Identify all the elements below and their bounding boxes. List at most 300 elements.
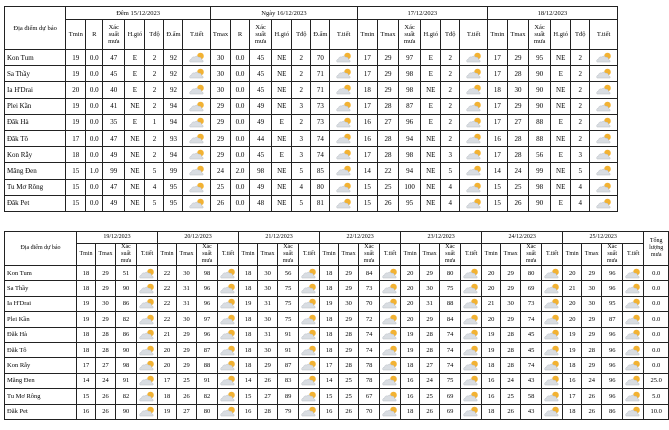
weather-cell	[460, 50, 488, 66]
weather-cell	[380, 312, 401, 327]
value-cell: 28	[501, 342, 521, 357]
value-cell: 18	[563, 404, 582, 419]
value-cell: 17	[487, 50, 507, 66]
sun-behind-cloud-icon	[219, 360, 237, 371]
sun-behind-cloud-icon	[465, 52, 483, 63]
weather-cell	[590, 179, 618, 195]
value-cell: 19	[77, 296, 96, 311]
value-cell: NE	[272, 195, 292, 211]
weather-cell	[380, 389, 401, 404]
weather-cell	[137, 373, 158, 388]
weather-cell	[137, 312, 158, 327]
value-cell: 93	[164, 130, 183, 146]
day-header: 18/12/2023	[487, 7, 617, 20]
value-cell: E	[421, 66, 441, 82]
weather-cell	[183, 195, 211, 211]
sun-behind-cloud-icon	[138, 314, 156, 325]
value-cell: 29	[96, 266, 116, 281]
sun-behind-cloud-icon	[462, 391, 480, 402]
value-cell: 19	[482, 327, 501, 342]
value-cell: 26	[501, 404, 521, 419]
value-cell: 98	[529, 179, 551, 195]
value-cell: 16	[357, 114, 377, 130]
weather-cell	[330, 82, 358, 98]
value-cell: 29	[177, 358, 197, 373]
sun-behind-cloud-icon	[219, 391, 237, 402]
value-cell: 96	[197, 327, 218, 342]
value-cell: 5	[571, 163, 590, 179]
value-cell: 2.0	[231, 163, 250, 179]
value-cell: 27	[420, 358, 440, 373]
table-row	[5, 82, 618, 98]
value-cell: 19	[66, 114, 86, 130]
weather-cell	[542, 342, 563, 357]
value-cell: 82	[116, 389, 137, 404]
value-cell: 29	[377, 82, 398, 98]
value-cell: NE	[551, 98, 571, 114]
sun-behind-cloud-icon	[188, 198, 206, 209]
value-cell: 17	[357, 66, 377, 82]
value-cell: 18	[482, 358, 501, 373]
location-header: Địa điểm dự báo	[5, 232, 77, 266]
value-cell: 2	[292, 82, 311, 98]
sun-behind-cloud-icon	[465, 149, 483, 160]
value-cell: 96	[197, 296, 218, 311]
value-cell: 28	[501, 358, 521, 373]
total-rain-cell: 0.0	[644, 312, 669, 327]
value-cell: 26	[258, 373, 278, 388]
sun-behind-cloud-icon	[335, 149, 353, 160]
column-header: H.gió	[272, 20, 292, 50]
value-cell: 20	[482, 281, 501, 296]
value-cell: 28	[96, 342, 116, 357]
value-cell: 74	[521, 358, 542, 373]
value-cell: 47	[103, 179, 125, 195]
value-cell: 0.0	[86, 179, 103, 195]
weather-cell	[137, 358, 158, 373]
sun-behind-cloud-icon	[219, 329, 237, 340]
value-cell: 18	[66, 147, 86, 163]
table-row	[5, 373, 669, 388]
value-cell: 29	[96, 281, 116, 296]
sun-behind-cloud-icon	[465, 182, 483, 193]
column-header: Đ.ẩm	[164, 20, 183, 50]
weather-cell	[137, 404, 158, 419]
value-cell: 24	[507, 163, 528, 179]
weather-cell	[218, 281, 239, 296]
weather-cell	[461, 281, 482, 296]
value-cell: 29	[420, 312, 440, 327]
location-name: Kon Rẫy	[5, 358, 77, 373]
value-cell: NE	[421, 130, 441, 146]
value-cell: 49	[103, 147, 125, 163]
value-cell: 45	[250, 82, 272, 98]
value-cell: 87	[278, 358, 299, 373]
value-cell: 24	[582, 373, 602, 388]
column-header: Tmax	[501, 244, 521, 266]
weather-cell	[380, 342, 401, 357]
sun-behind-cloud-icon	[462, 345, 480, 356]
value-cell: E	[421, 50, 441, 66]
value-cell: 16	[563, 373, 582, 388]
value-cell: 69	[440, 389, 461, 404]
column-header: T.tiết	[183, 20, 211, 50]
value-cell: 71	[311, 66, 330, 82]
weather-cell	[299, 373, 320, 388]
value-cell: 28	[420, 342, 440, 357]
value-cell: 0.0	[86, 195, 103, 211]
weather-cell	[330, 66, 358, 82]
value-cell: 26	[210, 195, 230, 211]
value-cell: 17	[357, 50, 377, 66]
value-cell: NE	[421, 82, 441, 98]
sun-behind-cloud-icon	[462, 360, 480, 371]
sun-behind-cloud-icon	[465, 68, 483, 79]
sun-behind-cloud-icon	[300, 391, 318, 402]
value-cell: 20	[66, 82, 86, 98]
value-cell: 1	[145, 114, 164, 130]
sun-behind-cloud-icon	[335, 101, 353, 112]
sun-behind-cloud-icon	[624, 298, 642, 309]
value-cell: 24	[96, 373, 116, 388]
sun-behind-cloud-icon	[138, 268, 156, 279]
value-cell: 95	[529, 50, 551, 66]
value-cell: 14	[487, 163, 507, 179]
weather-cell	[183, 50, 211, 66]
value-cell: 28	[507, 66, 528, 82]
weather-cell	[460, 66, 488, 82]
value-cell: 25	[501, 389, 521, 404]
value-cell: 4	[441, 179, 460, 195]
value-cell: 74	[440, 342, 461, 357]
value-cell: NE	[125, 179, 145, 195]
sun-behind-cloud-icon	[595, 52, 613, 63]
sun-behind-cloud-icon	[300, 345, 318, 356]
table-row	[5, 281, 669, 296]
value-cell: NE	[421, 179, 441, 195]
value-cell: 90	[529, 98, 551, 114]
value-cell: 91	[116, 373, 137, 388]
weather-cell	[460, 195, 488, 211]
sun-behind-cloud-icon	[595, 101, 613, 112]
sun-behind-cloud-icon	[138, 391, 156, 402]
total-rain-cell: 0.0	[644, 342, 669, 357]
value-cell: 28	[377, 98, 398, 114]
day-header: 19/12/2023	[77, 232, 158, 244]
value-cell: 2	[441, 66, 460, 82]
location-name: Kon Tum	[5, 50, 66, 66]
value-cell: 83	[278, 373, 299, 388]
value-cell: 49	[250, 114, 272, 130]
column-header: Tđộ	[292, 20, 311, 50]
sun-behind-cloud-icon	[595, 182, 613, 193]
value-cell: 25	[377, 179, 398, 195]
value-cell: 45	[521, 327, 542, 342]
weather-cell	[218, 389, 239, 404]
value-cell: 0.0	[86, 114, 103, 130]
value-cell: 29	[501, 312, 521, 327]
value-cell: 0.0	[86, 130, 103, 146]
value-cell: 45	[250, 66, 272, 82]
value-cell: 20	[401, 266, 420, 281]
value-cell: 20	[563, 296, 582, 311]
column-header: Tmax	[339, 244, 359, 266]
weather-cell	[299, 266, 320, 281]
value-cell: 30	[501, 296, 521, 311]
value-cell: 15	[320, 389, 339, 404]
sun-behind-cloud-icon	[138, 329, 156, 340]
sun-behind-cloud-icon	[543, 360, 561, 371]
value-cell: 20	[401, 296, 420, 311]
table-row	[5, 179, 618, 195]
value-cell: 28	[96, 327, 116, 342]
value-cell: 96	[602, 373, 623, 388]
weather-cell	[218, 296, 239, 311]
value-cell: 99	[164, 163, 183, 179]
value-cell: 26	[507, 195, 528, 211]
value-cell: 73	[359, 281, 380, 296]
value-cell: 17	[487, 98, 507, 114]
day-header: 22/12/2023	[320, 232, 401, 244]
value-cell: 96	[602, 327, 623, 342]
weather-cell	[461, 358, 482, 373]
column-header: Tmin	[401, 244, 420, 266]
value-cell: E	[551, 147, 571, 163]
weather-cell	[330, 130, 358, 146]
value-cell: 0.0	[231, 50, 250, 66]
value-cell: 28	[501, 327, 521, 342]
value-cell: 28	[507, 130, 528, 146]
value-cell: 26	[96, 389, 116, 404]
sun-behind-cloud-icon	[188, 68, 206, 79]
column-header: Tmin	[320, 244, 339, 266]
value-cell: 21	[482, 296, 501, 311]
value-cell: 22	[158, 266, 177, 281]
day-header: 23/12/2023	[401, 232, 482, 244]
sun-behind-cloud-icon	[300, 314, 318, 325]
sun-behind-cloud-icon	[219, 283, 237, 294]
weather-cell	[460, 82, 488, 98]
value-cell: 75	[440, 281, 461, 296]
value-cell: 20	[158, 342, 177, 357]
column-header: Tmax	[258, 244, 278, 266]
value-cell: 96	[602, 266, 623, 281]
value-cell: 18	[320, 266, 339, 281]
weather-cell	[330, 114, 358, 130]
weather-cell	[218, 358, 239, 373]
value-cell: 19	[563, 342, 582, 357]
value-cell: 22	[377, 163, 398, 179]
value-cell: 19	[563, 327, 582, 342]
weather-cell	[380, 373, 401, 388]
weather-cell	[137, 389, 158, 404]
total-rain-cell: 5.0	[644, 389, 669, 404]
value-cell: 75	[278, 296, 299, 311]
weather-cell	[461, 266, 482, 281]
value-cell: 30	[420, 281, 440, 296]
column-header: Tmin	[482, 244, 501, 266]
value-cell: NE	[421, 163, 441, 179]
value-cell: NE	[272, 98, 292, 114]
sun-behind-cloud-icon	[624, 314, 642, 325]
value-cell: 26	[177, 389, 197, 404]
sun-behind-cloud-icon	[624, 283, 642, 294]
value-cell: 25	[420, 389, 440, 404]
weather-cell	[542, 281, 563, 296]
weather-cell	[299, 404, 320, 419]
value-cell: 20	[563, 312, 582, 327]
value-cell: 96	[602, 358, 623, 373]
value-cell: 92	[164, 82, 183, 98]
value-cell: 90	[529, 82, 551, 98]
sun-behind-cloud-icon	[300, 375, 318, 386]
weather-cell	[461, 373, 482, 388]
value-cell: 40	[103, 82, 125, 98]
sun-behind-cloud-icon	[335, 117, 353, 128]
value-cell: 56	[278, 266, 299, 281]
day-header: 21/12/2023	[239, 232, 320, 244]
table-row	[5, 327, 669, 342]
value-cell: 75	[440, 373, 461, 388]
sun-behind-cloud-icon	[624, 391, 642, 402]
column-header: Tmax	[177, 244, 197, 266]
value-cell: E	[421, 98, 441, 114]
weather-cell	[299, 389, 320, 404]
weather-cell	[299, 312, 320, 327]
value-cell: 2	[145, 66, 164, 82]
total-rain-cell: 0.0	[644, 281, 669, 296]
location-name: Tu Mơ Rông	[5, 179, 66, 195]
value-cell: 96	[602, 389, 623, 404]
value-cell: NE	[421, 195, 441, 211]
value-cell: NE	[551, 163, 571, 179]
value-cell: 79	[278, 404, 299, 419]
total-rain-cell: 0.0	[644, 266, 669, 281]
value-cell: 98	[116, 358, 137, 373]
value-cell: 18	[239, 281, 258, 296]
sun-behind-cloud-icon	[335, 52, 353, 63]
value-cell: 0.0	[86, 66, 103, 82]
value-cell: 88	[529, 114, 551, 130]
sun-behind-cloud-icon	[300, 298, 318, 309]
weather-cell	[623, 281, 644, 296]
value-cell: 0.0	[231, 147, 250, 163]
location-name: Kon Rẫy	[5, 147, 66, 163]
value-cell: 18	[239, 327, 258, 342]
sun-behind-cloud-icon	[381, 298, 399, 309]
value-cell: 18	[158, 389, 177, 404]
value-cell: 30	[210, 66, 230, 82]
value-cell: 29	[258, 358, 278, 373]
total-rain-cell: 10.0	[644, 404, 669, 419]
value-cell: 28	[258, 404, 278, 419]
column-header: H.gió	[125, 20, 145, 50]
value-cell: 87	[197, 342, 218, 357]
weather-cell	[590, 114, 618, 130]
value-cell: NE	[272, 130, 292, 146]
value-cell: 17	[487, 66, 507, 82]
value-cell: 41	[103, 98, 125, 114]
value-cell: NE	[551, 179, 571, 195]
value-cell: 18	[320, 281, 339, 296]
sun-behind-cloud-icon	[219, 314, 237, 325]
sun-behind-cloud-icon	[188, 165, 206, 176]
value-cell: NE	[551, 130, 571, 146]
value-cell: 2	[441, 114, 460, 130]
value-cell: 70	[311, 50, 330, 66]
column-header: T.tiết	[330, 20, 358, 50]
column-header: Tmin	[563, 244, 582, 266]
weather-cell	[623, 266, 644, 281]
weather-cell	[590, 130, 618, 146]
value-cell: 95	[399, 195, 421, 211]
weather-cell	[218, 312, 239, 327]
value-cell: 95	[164, 179, 183, 195]
value-cell: 16	[401, 373, 420, 388]
value-cell: 18	[320, 312, 339, 327]
value-cell: 15	[77, 389, 96, 404]
value-cell: 74	[311, 147, 330, 163]
table-row	[5, 358, 669, 373]
sun-behind-cloud-icon	[624, 329, 642, 340]
value-cell: E	[272, 147, 292, 163]
sun-behind-cloud-icon	[381, 345, 399, 356]
sun-behind-cloud-icon	[462, 314, 480, 325]
sun-behind-cloud-icon	[462, 283, 480, 294]
value-cell: 0.0	[86, 98, 103, 114]
column-header: Tmin	[239, 244, 258, 266]
value-cell: 28	[420, 327, 440, 342]
sun-behind-cloud-icon	[300, 360, 318, 371]
sun-behind-cloud-icon	[138, 375, 156, 386]
column-header: Xác suất mưa	[197, 244, 218, 266]
value-cell: 26	[96, 404, 116, 419]
weather-cell	[137, 327, 158, 342]
value-cell: 30	[210, 82, 230, 98]
value-cell: 91	[278, 342, 299, 357]
sun-behind-cloud-icon	[300, 283, 318, 294]
column-header: Tmax	[582, 244, 602, 266]
sun-behind-cloud-icon	[624, 375, 642, 386]
weather-cell	[590, 98, 618, 114]
weather-cell	[460, 147, 488, 163]
value-cell: 74	[359, 327, 380, 342]
value-cell: 74	[311, 130, 330, 146]
value-cell: 80	[440, 266, 461, 281]
sun-behind-cloud-icon	[300, 329, 318, 340]
value-cell: 17	[487, 147, 507, 163]
location-name: Tu Mơ Rông	[5, 389, 77, 404]
value-cell: 16	[239, 404, 258, 419]
weather-cell	[542, 312, 563, 327]
value-cell: 88	[197, 358, 218, 373]
sun-behind-cloud-icon	[543, 283, 561, 294]
value-cell: 16	[487, 130, 507, 146]
value-cell: 20	[563, 266, 582, 281]
value-cell: 4	[292, 179, 311, 195]
sun-behind-cloud-icon	[138, 406, 156, 417]
value-cell: 90	[116, 342, 137, 357]
value-cell: 22	[158, 281, 177, 296]
value-cell: 25	[339, 373, 359, 388]
sun-behind-cloud-icon	[335, 165, 353, 176]
value-cell: 28	[582, 342, 602, 357]
column-header: Xác suất mưa	[399, 20, 421, 50]
value-cell: 2	[292, 114, 311, 130]
sun-behind-cloud-icon	[188, 52, 206, 63]
column-header: T.tiết	[137, 244, 158, 266]
value-cell: 18	[77, 327, 96, 342]
